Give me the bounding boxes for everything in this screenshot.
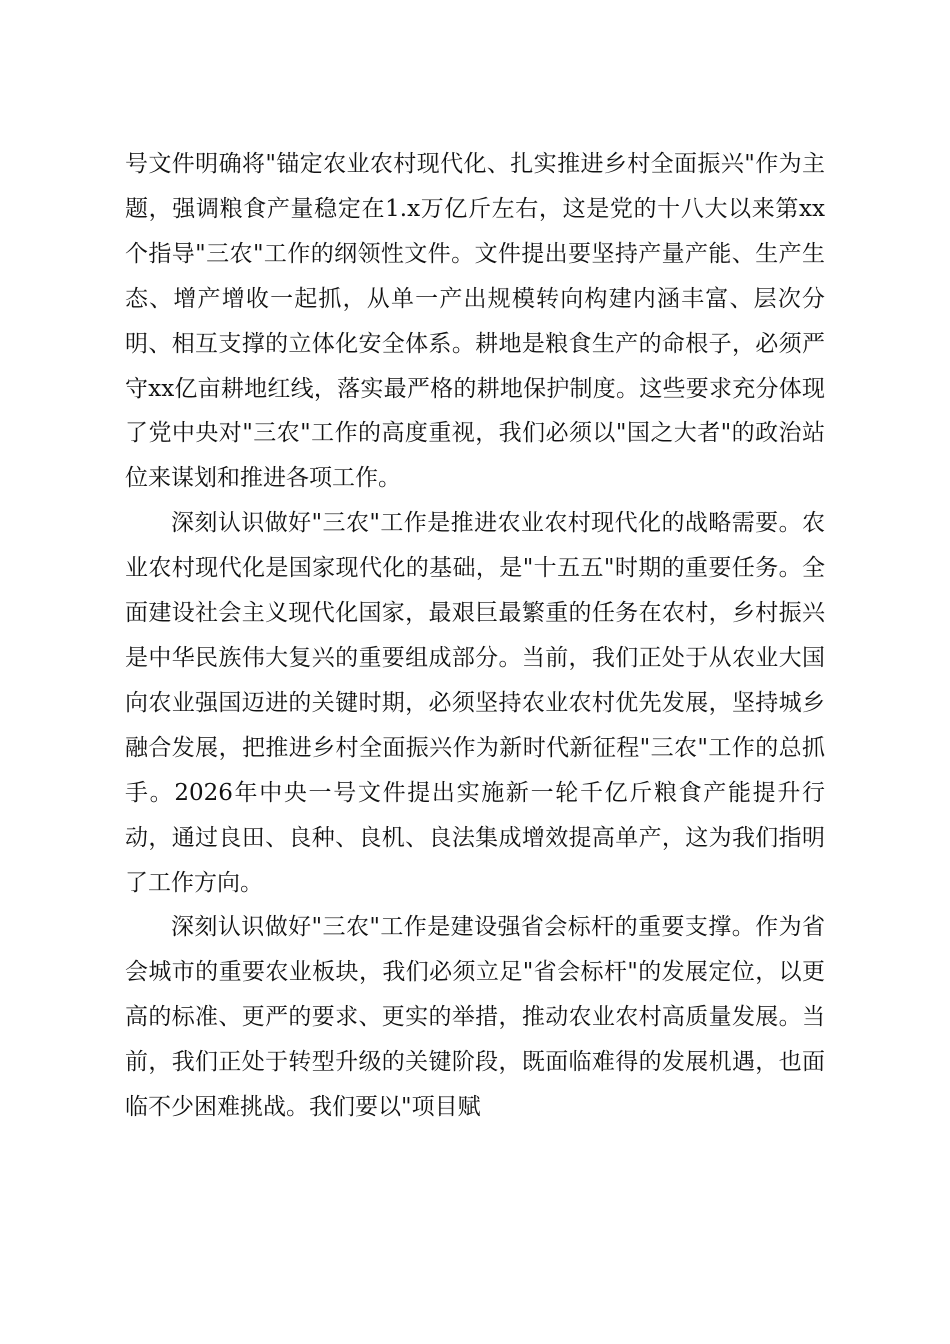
paragraph-strategic-need: 深刻认识做好"三农"工作是推进农业农村现代化的战略需要。农业农村现代化是国家现代化的基础，是"十五五"时期的重要任务。全面建设社会主义现代化国家，最艰巨最繁重的任务在农村，乡村振兴是中华民族伟大复兴的重要组成部分。当前，我们正处于从农业大国向农业强国迈进的关键时期，必须坚持农业农村优先发展，坚持城乡融合发展，把推进乡村全面振兴作为新时代新征程"三农"工作的总抓手。2026年中央一号文件提出实施新一轮千亿斤粮食产能提升行动，通过良田、良种、良机、良法集成增效提高单产，这为我们指明了工作方向。 — [125, 510, 825, 896]
document-body — [125, 142, 825, 1130]
paragraph-capital-benchmark: 深刻认识做好"三农"工作是建设强省会标杆的重要支撑。作为省会城市的重要农业板块，我们必须立足"省会标杆"的发展定位，以更高的标准、更严的要求、更实的举措，推动农业农村高质量发展。当前，我们正处于转型升级的关键阶段，既面临难得的发展机遇，也面临不少困难挑战。我们要以"项目赋 — [125, 914, 825, 1121]
paragraph-continuation: 号文件明确将"锚定农业农村现代化、扎实推进乡村全面振兴"作为主题，强调粮食产量稳定在1.x万亿斤左右，这是党的十八大以来第xx个指导"三农"工作的纲领性文件。文件提出要坚持产量产能、生产生态、增产增收一起抓，从单一产出规模转向构建内涵丰富、层次分明、相互支撑的立体化安全体系。耕地是粮食生产的命根子，必须严守xx亿亩耕地红线，落实最严格的耕地保护制度。这些要求充分体现了党中央对"三农"工作的高度重视，我们必须以"国之大者"的政治站位来谋划和推进各项工作。 — [125, 151, 825, 492]
